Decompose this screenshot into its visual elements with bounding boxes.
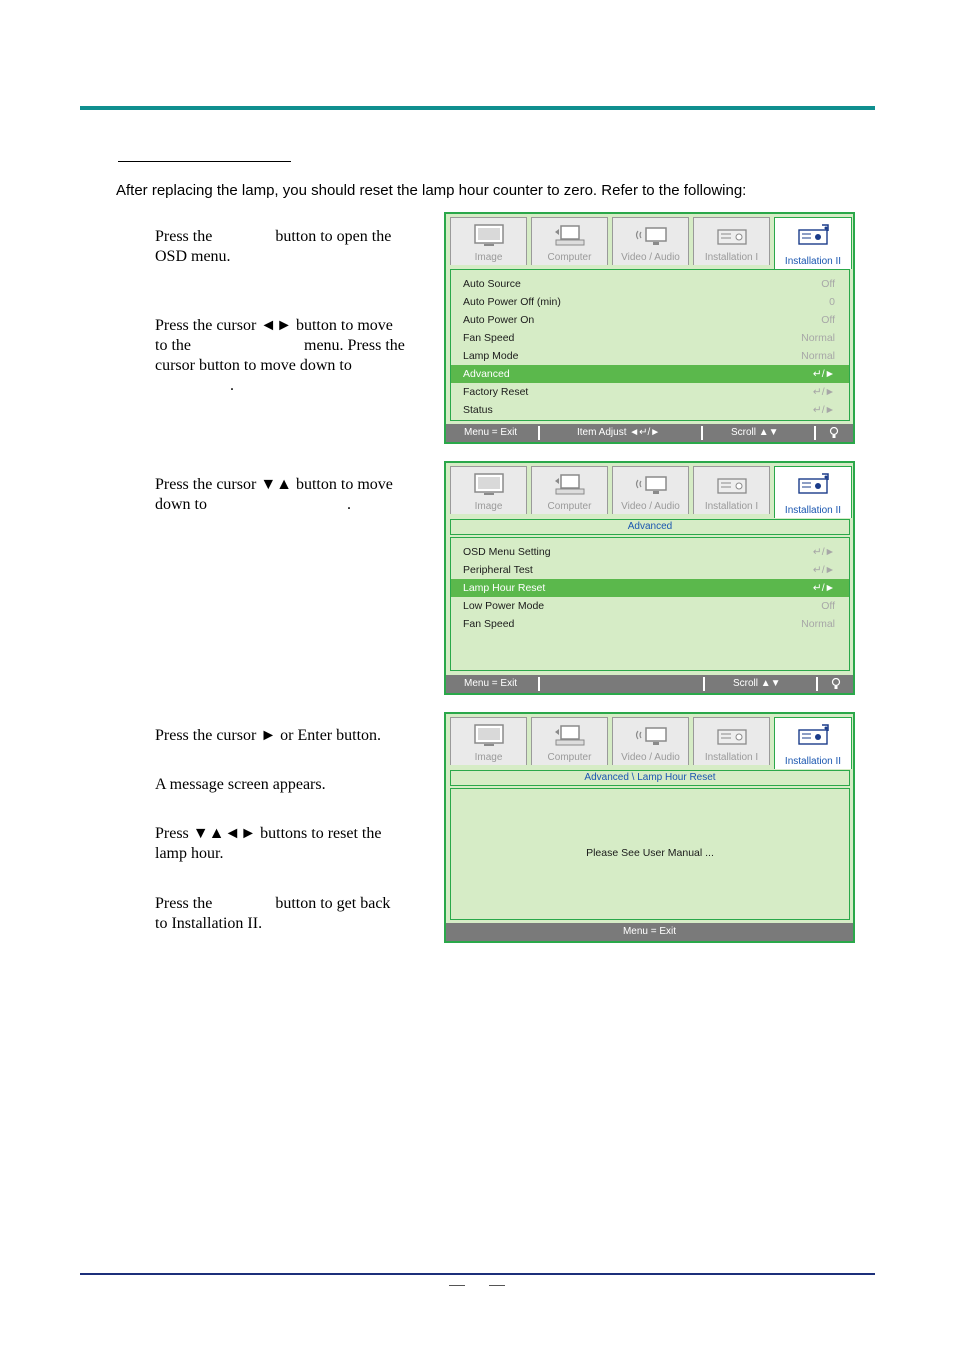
- computer-icon: [553, 223, 587, 247]
- tab-video-audio[interactable]: Video / Audio: [612, 717, 689, 765]
- computer-icon: [553, 723, 587, 747]
- video-audio-icon: [634, 472, 668, 496]
- page-number-dash-left: [449, 1285, 465, 1286]
- tab-video-audio[interactable]: Video / Audio: [612, 466, 689, 514]
- tab-image[interactable]: Image: [450, 217, 527, 265]
- osd-panel-lamp-hour-reset: [444, 712, 855, 943]
- image-icon: [472, 472, 506, 496]
- osd-advanced-list: [450, 537, 850, 671]
- step-move-down: Press the cursor ▼▲ button to move down to .: [155, 476, 393, 513]
- header-rule: [80, 106, 875, 110]
- step-navigate-menu: Press the cursor ◄► button to move to the menu. Press the cursor button to move down to .: [155, 317, 405, 394]
- tab-installation-ii[interactable]: Installation II: [774, 717, 852, 769]
- projector-settings-icon: [796, 723, 830, 747]
- tab-computer[interactable]: Computer: [531, 217, 608, 265]
- tab-computer[interactable]: Computer: [531, 466, 608, 514]
- intro-text: After replacing the lamp, you should reset the lamp hour counter to zero. Refer to the following:: [116, 182, 747, 199]
- image-icon: [472, 223, 506, 247]
- menu-item-advanced[interactable]: Advanced ↵/►: [451, 365, 849, 383]
- menu-item-auto-source[interactable]: Auto Source Off: [463, 278, 835, 290]
- menu-item-osd-menu-setting[interactable]: OSD Menu Setting ↵/►: [463, 546, 835, 558]
- tab-installation-i[interactable]: Installation I: [693, 217, 770, 265]
- page-number-dash-right: [489, 1285, 505, 1286]
- lamp-icon: [831, 678, 841, 690]
- lamp-icon: [829, 427, 839, 439]
- projector-settings-icon: [796, 472, 830, 496]
- video-audio-icon: [634, 723, 668, 747]
- step-message: A message screen appears.: [155, 776, 326, 793]
- image-icon: [472, 723, 506, 747]
- footer-exit-hint: Menu = Exit: [464, 427, 518, 438]
- step-back: Press the button to get back to Installation II.: [155, 895, 391, 932]
- footer-exit-hint: Menu = Exit: [622, 926, 677, 937]
- osd-tab-bar: [450, 466, 853, 516]
- submenu-title: Advanced: [450, 519, 850, 535]
- submenu-title: Advanced \ Lamp Hour Reset: [450, 770, 850, 786]
- tab-image[interactable]: Image: [450, 717, 527, 765]
- menu-item-auto-power-off[interactable]: Auto Power Off (min) 0: [463, 296, 835, 308]
- tab-video-audio[interactable]: Video / Audio: [612, 217, 689, 265]
- osd-tab-bar: [450, 717, 853, 767]
- osd-tab-bar: [450, 217, 853, 267]
- step-open-osd: Press the button to open the OSD menu.: [155, 228, 392, 265]
- osd-footer: [446, 923, 853, 941]
- projector-icon: [715, 223, 749, 247]
- tab-image[interactable]: Image: [450, 466, 527, 514]
- tab-installation-i[interactable]: Installation I: [693, 466, 770, 514]
- projector-icon: [715, 472, 749, 496]
- menu-item-auto-power-on[interactable]: Auto Power On Off: [463, 314, 835, 326]
- message-area: [450, 788, 850, 920]
- footer-exit-hint: Menu = Exit: [464, 678, 518, 689]
- menu-item-fan-speed[interactable]: Fan Speed Normal: [463, 618, 835, 630]
- menu-item-factory-reset[interactable]: Factory Reset ↵/►: [463, 386, 835, 398]
- osd-footer: [446, 675, 853, 693]
- message-text: Please See User Manual ...: [586, 847, 714, 859]
- menu-item-lamp-mode[interactable]: Lamp Mode Normal: [463, 350, 835, 362]
- projector-settings-icon: [796, 223, 830, 247]
- menu-item-status[interactable]: Status ↵/►: [463, 404, 835, 416]
- osd-panel-advanced: [444, 461, 855, 695]
- footer-scroll-hint: Scroll ▲▼: [733, 678, 781, 689]
- footer-scroll-hint: Scroll ▲▼: [731, 427, 779, 438]
- video-audio-icon: [634, 223, 668, 247]
- section-heading-underline: [118, 161, 291, 162]
- footer-adjust-hint: Item Adjust ◄↵/►: [577, 427, 661, 438]
- projector-icon: [715, 723, 749, 747]
- osd-menu-list: [450, 269, 850, 421]
- osd-panel-installation-ii: [444, 212, 855, 444]
- menu-item-lamp-hour-reset[interactable]: Lamp Hour Reset ↵/►: [451, 579, 849, 597]
- step-reset: Press ▼▲◄► buttons to reset the lamp hour.: [155, 825, 382, 862]
- osd-footer: [446, 424, 853, 442]
- tab-installation-ii[interactable]: Installation II: [774, 466, 852, 518]
- computer-icon: [553, 472, 587, 496]
- tab-installation-i[interactable]: Installation I: [693, 717, 770, 765]
- step-enter: Press the cursor ► or Enter button.: [155, 727, 382, 744]
- tab-computer[interactable]: Computer: [531, 717, 608, 765]
- menu-item-fan-speed[interactable]: Fan Speed Normal: [463, 332, 835, 344]
- menu-item-low-power-mode[interactable]: Low Power Mode Off: [463, 600, 835, 612]
- menu-item-peripheral-test[interactable]: Peripheral Test ↵/►: [463, 564, 835, 576]
- tab-installation-ii[interactable]: Installation II: [774, 217, 852, 269]
- footer-rule: [80, 1273, 875, 1275]
